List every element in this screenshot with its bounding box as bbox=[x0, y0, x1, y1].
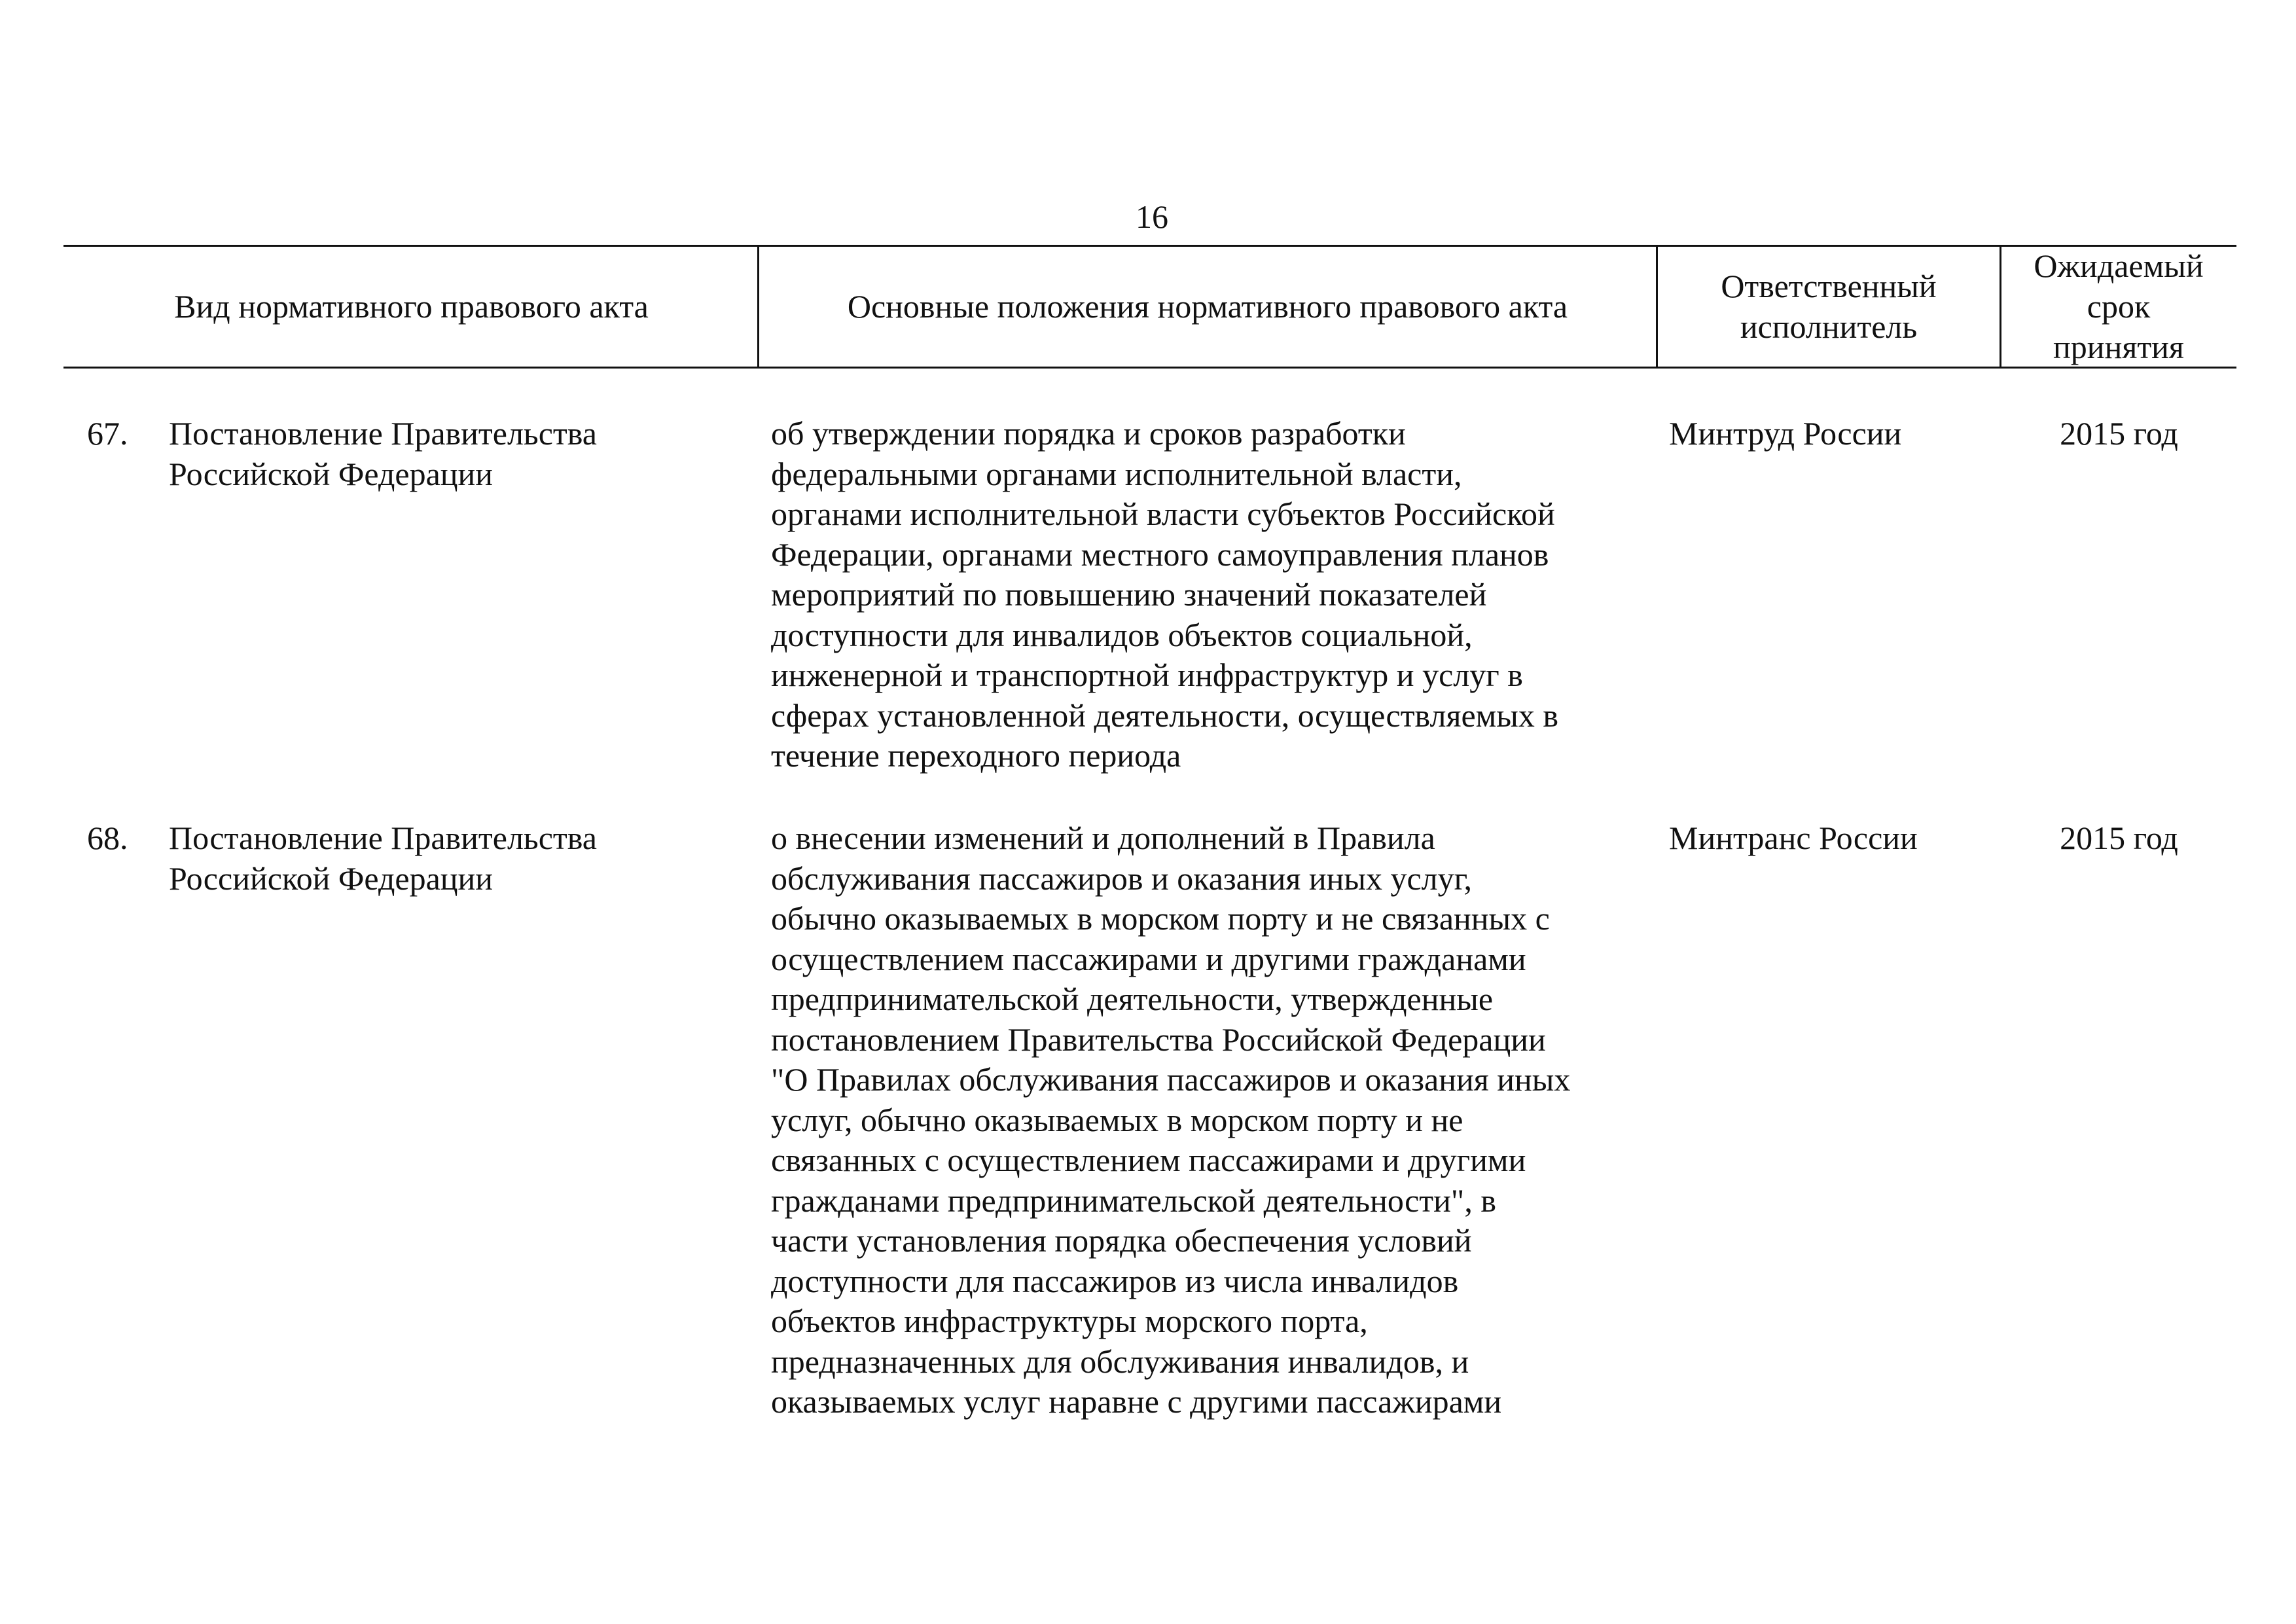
provision-line: оказываемых услуг наравне с другими пассажирами bbox=[771, 1383, 1502, 1420]
provision-line: Федерации, органами местного самоуправления планов bbox=[771, 535, 1549, 573]
provision-line: части установления порядка обеспечения условий bbox=[771, 1222, 1472, 1259]
act-kind-line: Постановление Правительства bbox=[169, 415, 597, 452]
header-deadline-line: срок bbox=[2087, 288, 2151, 325]
provision-line: об утверждении порядка и сроков разработки bbox=[771, 415, 1406, 452]
row-act-kind bbox=[169, 414, 745, 494]
row-provisions bbox=[771, 818, 1651, 1422]
provision-line: предназначенных для обслуживания инвалидов, и bbox=[771, 1343, 1469, 1380]
provision-line: обычно оказываемых в морском порту и не связанных с bbox=[771, 900, 1550, 937]
provision-line: постановлением Правительства Российской Федерации bbox=[771, 1020, 1546, 1058]
provision-line: мероприятий по повышению значений показателей bbox=[771, 576, 1487, 613]
act-kind-line: Постановление Правительства bbox=[169, 820, 597, 856]
header-executor-line: исполнитель bbox=[1740, 308, 1918, 345]
provision-line: о внесении изменений и дополнений в Правила bbox=[771, 820, 1435, 856]
provision-line: объектов инфраструктуры морского порта, bbox=[771, 1303, 1368, 1339]
header-executor bbox=[1658, 246, 2000, 367]
provision-line: обслуживания пассажиров и оказания иных услуг, bbox=[771, 859, 1472, 897]
provision-line: предпринимательской деятельности, утвержденные bbox=[771, 981, 1494, 1017]
provision-line: осуществлением пассажирами и другими гражданами bbox=[771, 940, 1526, 977]
row-deadline: 2015 год bbox=[2060, 415, 2178, 452]
row-number: 67. bbox=[87, 415, 128, 452]
row-number: 68. bbox=[87, 820, 128, 856]
header-deadline-line: Ожидаемый bbox=[2034, 247, 2204, 284]
provision-line: гражданами предпринимательской деятельности", в bbox=[771, 1182, 1496, 1219]
header-deadline bbox=[2001, 246, 2236, 367]
provision-line: течение переходного периода bbox=[771, 737, 1181, 774]
act-kind-line: Российской Федерации bbox=[169, 455, 493, 492]
page-number: 16 bbox=[1136, 198, 1168, 235]
provision-line: "О Правилах обслуживания пассажиров и оказания иных bbox=[771, 1061, 1571, 1098]
row-provisions bbox=[771, 414, 1651, 776]
provision-line: органами исполнительной власти субъектов Российской bbox=[771, 496, 1555, 532]
header-deadline-line: принятия bbox=[2053, 329, 2184, 365]
provision-line: федеральными органами исполнительной власти, bbox=[771, 455, 1462, 492]
provision-line: сферах установленной деятельности, осуществляемых в bbox=[771, 696, 1558, 734]
header-executor-line: Ответственный bbox=[1721, 268, 1937, 304]
provision-line: доступности для пассажиров из числа инвалидов bbox=[771, 1262, 1459, 1299]
act-kind-line: Российской Федерации bbox=[169, 859, 493, 897]
provision-line: инженерной и транспортной инфраструктур и услуг в bbox=[771, 657, 1523, 693]
row-executor: Минтранс России bbox=[1669, 820, 1918, 856]
row-act-kind bbox=[169, 818, 745, 899]
header-kind-label: Вид нормативного правового акта bbox=[174, 288, 649, 325]
row-executor: Минтруд России bbox=[1669, 415, 1902, 452]
row-deadline: 2015 год bbox=[2060, 820, 2178, 856]
header-provisions-label: Основные положения нормативного правового акта bbox=[847, 288, 1568, 325]
header-provisions bbox=[759, 246, 1656, 367]
provision-line: связанных с осуществлением пассажирами и другими bbox=[771, 1142, 1526, 1178]
provision-line: услуг, обычно оказываемых в морском порту и не bbox=[771, 1101, 1463, 1138]
table-header-bottom-rule bbox=[63, 367, 2236, 369]
header-kind bbox=[65, 246, 757, 367]
provision-line: доступности для инвалидов объектов социальной, bbox=[771, 616, 1473, 653]
